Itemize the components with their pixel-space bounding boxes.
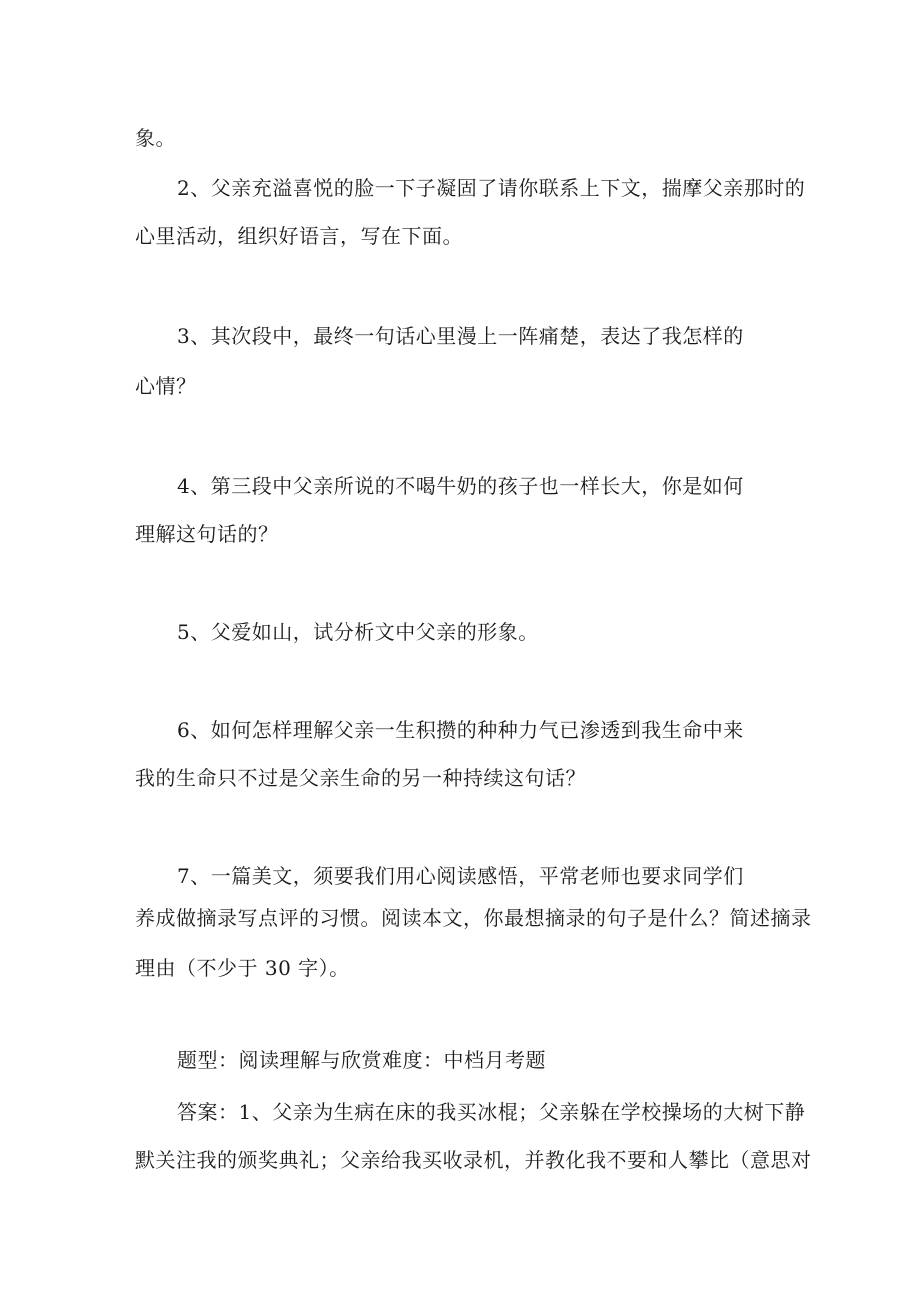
question-type-line: 题型：阅读理解与欣赏难度：中档月考题 [177,1048,546,1072]
question-7-line-2: 养成做摘录写点评的习惯。阅读本文，你最想摘录的句子是什么？简述摘录 [135,906,812,930]
question-7-line-1: 7、一篇美文，须要我们用心阅读感悟，平常老师也要求同学们 [177,864,744,888]
question-4-line-1: 4、第三段中父亲所说的不喝牛奶的孩子也一样长大，你是如何 [177,474,744,498]
answer-line-1: 答案：1、父亲为生病在床的我买冰棍；父亲躲在学校操场的大树下静 [177,1100,806,1124]
question-6-line-2: 我的生命只不过是父亲生命的另一种持续这句话？ [135,766,586,790]
question-2-line-1: 2、父亲充溢喜悦的脸一下子凝固了请你联系上下文，揣摩父亲那时的 [177,176,806,200]
question-3-line-1: 3、其次段中，最终一句话心里漫上一阵痛楚，表达了我怎样的 [177,324,744,348]
question-6-line-1: 6、如何怎样理解父亲一生积攒的种种力气已渗透到我生命中来 [177,718,744,742]
question-5-line-1: 5、父爱如山，试分析文中父亲的形象。 [177,620,539,644]
answer-line-2: 默关注我的颁奖典礼；父亲给我买收录机，并教化我不要和人攀比（意思对 [135,1148,812,1172]
question-4-line-2: 理解这句话的？ [135,522,279,546]
question-7-line-3: 理由（不少于 30 字）。 [135,956,350,980]
question-3-line-2: 心情？ [135,374,197,398]
text-line-1: 象。 [135,126,176,150]
question-2-line-2: 心里活动，组织好语言，写在下面。 [135,224,463,248]
